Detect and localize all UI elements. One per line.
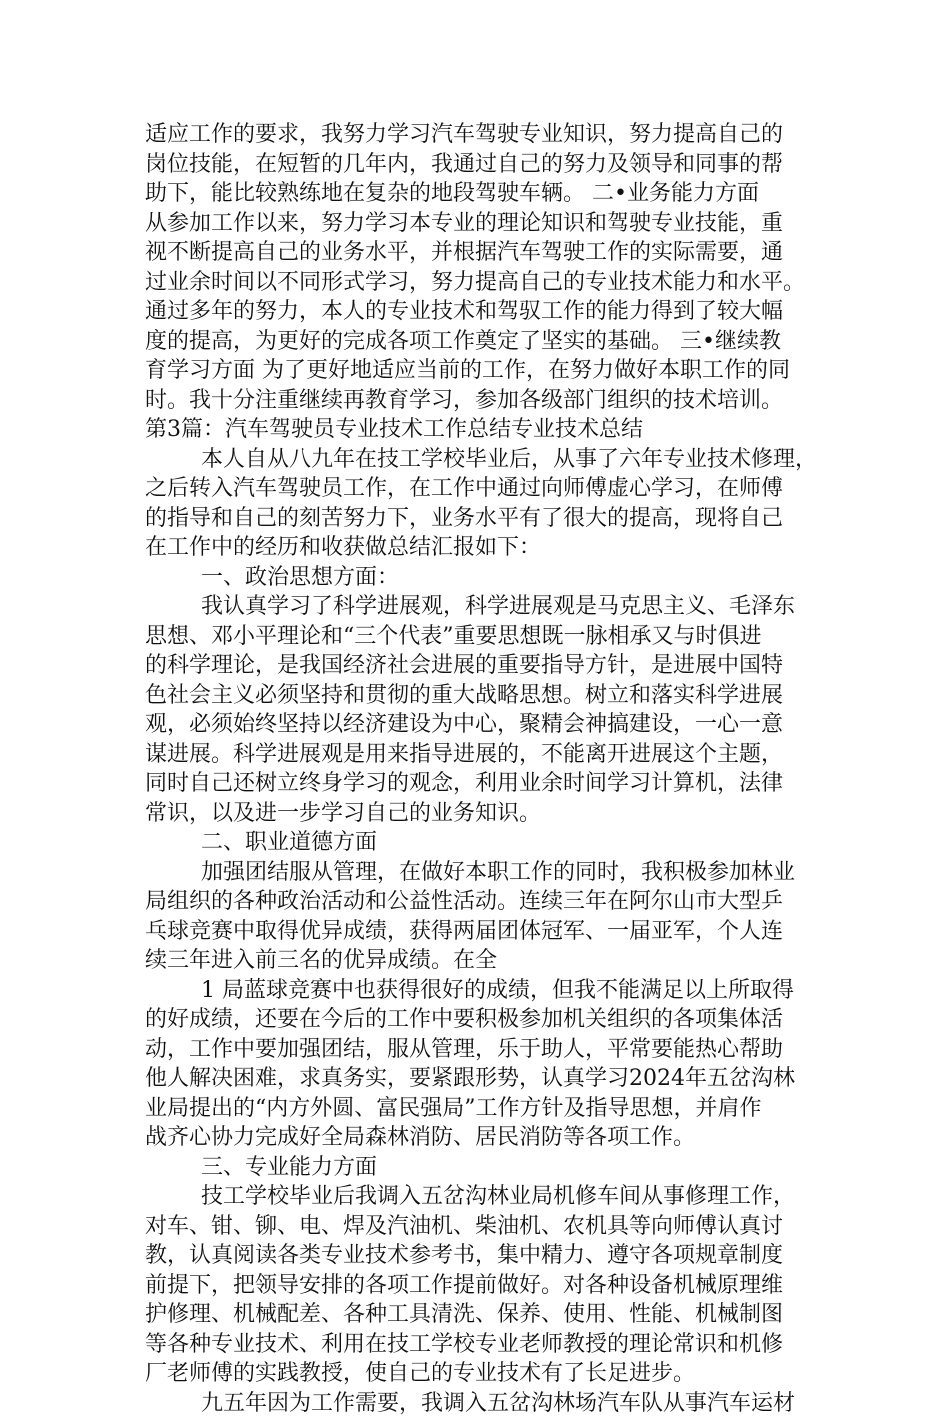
text-line: 续三年进入前三名的优异成绩。在全 [145,946,835,976]
text-line: 的科学理论，是我国经济社会进展的重要指导方针，是进展中国特 [145,651,835,681]
text-line: 的好成绩，还要在今后的工作中要积极参加机关组织的各项集体活 [145,1005,835,1035]
text-line: 岗位技能，在短暂的几年内，我通过自己的努力及领导和同事的帮 [145,150,835,180]
text-line: 1 局蓝球竞赛中也获得很好的成绩，但我不能满足以上所取得 [145,976,835,1006]
text-line: 技工学校毕业后我调入五岔沟林业局机修车间从事修理工作， [145,1182,835,1212]
text-line: 谋进展。科学进展观是用来指导进展的，不能离开进展这个主题， [145,740,835,770]
text-line: 在工作中的经历和收获做总结汇报如下： [145,533,835,563]
text-line: 业局提出的“内方外圆、富民强局”工作方针及指导思想，并肩作 [145,1094,835,1124]
text-line: 同时自己还树立终身学习的观念，利用业余时间学习计算机，法律 [145,769,835,799]
text-line: 动，工作中要加强团结，服从管理，乐于助人，平常要能热心帮助 [145,1035,835,1065]
text-line: 视不断提高自己的业务水平，并根据汽车驾驶工作的实际需要，通 [145,238,835,268]
text-line: 助下，能比较熟练地在复杂的地段驾驶车辆。 二•业务能力方面 [145,179,835,209]
text-line: 我认真学习了科学进展观，科学进展观是马克思主义、毛泽东 [145,592,835,622]
text-line: 度的提高，为更好的完成各项工作奠定了坚实的基础。 三•继续教 [145,327,835,357]
text-line: 之后转入汽车驾驶员工作，在工作中通过向师傅虚心学习，在师傅 [145,474,835,504]
text-line: 过业余时间以不同形式学习，努力提高自己的专业技术能力和水平。 [145,268,835,298]
text-line: 护修理、机械配差、各种工具清洗、保养、使用、性能、机械制图 [145,1300,835,1330]
text-line: 前提下，把领导安排的各项工作提前做好。对各种设备机械原理维 [145,1271,835,1301]
text-line: 从参加工作以来，努力学习本专业的理论知识和驾驶专业技能，重 [145,209,835,239]
text-line: 等各种专业技术、利用在技工学校专业老师教授的理论常识和机修 [145,1330,835,1360]
text-line: 育学习方面 为了更好地适应当前的工作，在努力做好本职工作的同 [145,356,835,386]
text-line: 局组织的各种政治活动和公益性活动。连续三年在阿尔山市大型乒 [145,887,835,917]
text-line: 战齐心协力完成好全局森林消防、居民消防等各项工作。 [145,1123,835,1153]
text-line: 通过多年的努力，本人的专业技术和驾驭工作的能力得到了较大幅 [145,297,835,327]
text-line: 色社会主义必须坚持和贯彻的重大战略思想。树立和落实科学进展 [145,681,835,711]
text-line: 思想、邓小平理论和“三个代表”重要思想既一脉相承又与时俱进 [145,622,835,652]
text-line: 对车、钳、铆、电、焊及汽油机、柴油机、农机具等向师傅认真讨 [145,1212,835,1242]
text-line: 三、专业能力方面 [145,1153,835,1183]
document-body [145,120,835,1418]
text-line: 适应工作的要求，我努力学习汽车驾驶专业知识，努力提高自己的 [145,120,835,150]
text-line: 一、政治思想方面： [145,563,835,593]
text-line: 加强团结服从管理，在做好本职工作的同时，我积极参加林业 [145,858,835,888]
text-line: 他人解决困难，求真务实，要紧跟形势，认真学习2024年五岔沟林 [145,1064,835,1094]
text-line: 教，认真阅读各类专业技术参考书，集中精力、遵守各项规章制度 [145,1241,835,1271]
text-line: 厂老师傅的实践教授，使自己的专业技术有了长足进步。 [145,1359,835,1389]
text-line: 二、职业道德方面 [145,828,835,858]
text-line: 乓球竞赛中取得优异成绩，获得两届团体冠军、一届亚军，个人连 [145,917,835,947]
text-line: 第3篇：汽车驾驶员专业技术工作总结专业技术总结 [145,415,835,445]
text-line: 的指导和自己的刻苦努力下，业务水平有了很大的提高，现将自己 [145,504,835,534]
text-line: 观，必须始终坚持以经济建设为中心，聚精会神搞建设，一心一意 [145,710,835,740]
text-line: 常识，以及进一步学习自己的业务知识。 [145,799,835,829]
text-line: 九五年因为工作需要，我调入五岔沟林场汽车队从事汽车运材 [145,1389,835,1418]
text-line: 时。我十分注重继续再教育学习，参加各级部门组织的技术培训。 [145,386,835,416]
text-line: 本人自从八九年在技工学校毕业后，从事了六年专业技术修理， [145,445,835,475]
